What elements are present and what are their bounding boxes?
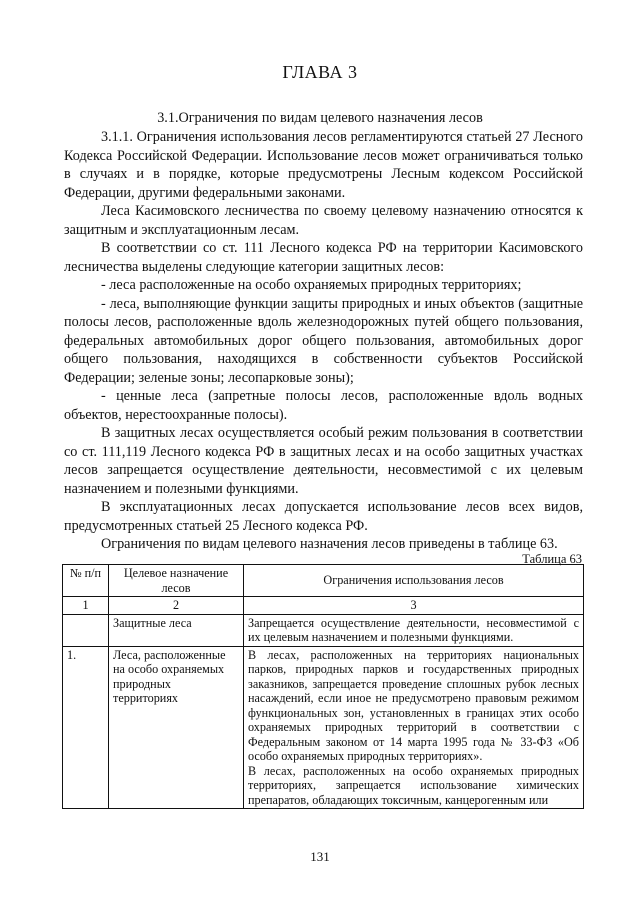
list-item: - леса расположенные на особо охраняемых природных территориях; [101,277,522,293]
row-restriction [244,646,584,809]
paragraph: В защитных лесах осуществляется особый режим пользования в соответствии со ст. 111,119 Лесного кодекса РФ в защитных лесах и на особо защитных участках лесов запрещается осуществление деятельности, несовместимой с их целевым назначением и полезными функциями. [64,425,583,497]
body-text [64,128,583,554]
page-number: 131 [310,849,330,864]
table-row [63,646,584,809]
restriction-paragraph: В лесах, расположенных на территориях национальных парков, природных парков и государственных природных заказников, запрещается проведение сплошных рубок лесных насаждений, если иное не предусмотрено правовым режимом функциональных зон, установленных в границах этих особо охраняемых природных территорий в соответствии с Федеральным законом от 14 марта 1995 года № 33-ФЗ «Об особо охраняемых природных территориях». [248,647,579,763]
restrictions-table [62,564,584,809]
list-item: - ценные леса (запретные полосы лесов, расположенные вдоль водных объектов, нерестоохранные полосы). [64,388,583,423]
col-number: 1 [63,597,109,615]
col-number: 3 [244,597,584,615]
row-num: 1. [63,646,109,809]
paragraph: Ограничения по видам целевого назначения лесов приведены в таблице 63. [101,536,558,552]
col-number: 2 [109,597,244,615]
restriction-paragraph: В лесах, расположенных на особо охраняемых природных территориях, запрещается использование химических препаратов, обладающих токсичным, канцерогенным или [248,763,579,807]
table-header-row [63,565,584,597]
list-item: - леса, выполняющие функции защиты природных и иных объектов (защитные полосы лесов, расположенные вдоль железнодорожных путей общего пользования, федеральных автомобильных дорог общего пользования, автомобильных дорог общего пользования, находящихся в собственности субъектов Российской Федерации; зеленые зоны; лесопарковые зоны); [64,295,583,386]
header-num: № п/п [63,565,109,597]
header-restrictions: Ограничения использования лесов [244,565,584,597]
section-title: 3.1.Ограничения по видам целевого назначения лесов [157,110,483,126]
header-purpose: Целевое назначение лесов [109,565,244,597]
paragraph: В эксплуатационных лесах допускается использование лесов всех видов, предусмотренных статьей 25 Лесного кодекса РФ. [64,499,583,534]
row-restriction: Запрещается осуществление деятельности, несовместимой с их целевым назначением и полезными функциями. [244,614,584,646]
chapter-title: ГЛАВА 3 [282,62,358,82]
paragraph: 3.1.1. Ограничения использования лесов регламентируются статьей 27 Лесного Кодекса Российской Федерации. Использование лесов может ограничиваться только в случаях и в порядке, которые предусмотрены Лесным кодексом Российской Федерации, другими федеральными законами. [64,129,583,201]
row-purpose: Защитные леса [109,614,244,646]
row-num [63,614,109,646]
paragraph: В соответствии со ст. 111 Лесного кодекса РФ на территории Касимовского лесничества выделены следующие категории защитных лесов: [64,240,583,275]
paragraph: Леса Касимовского лесничества по своему целевому назначению относятся к защитным и эксплуатационным лесам. [64,203,583,238]
row-purpose: Леса, расположенные на особо охраняемых природных территориях [109,646,244,809]
table-row [63,614,584,646]
column-number-row [63,597,584,615]
table-caption: Таблица 63 [522,552,582,566]
